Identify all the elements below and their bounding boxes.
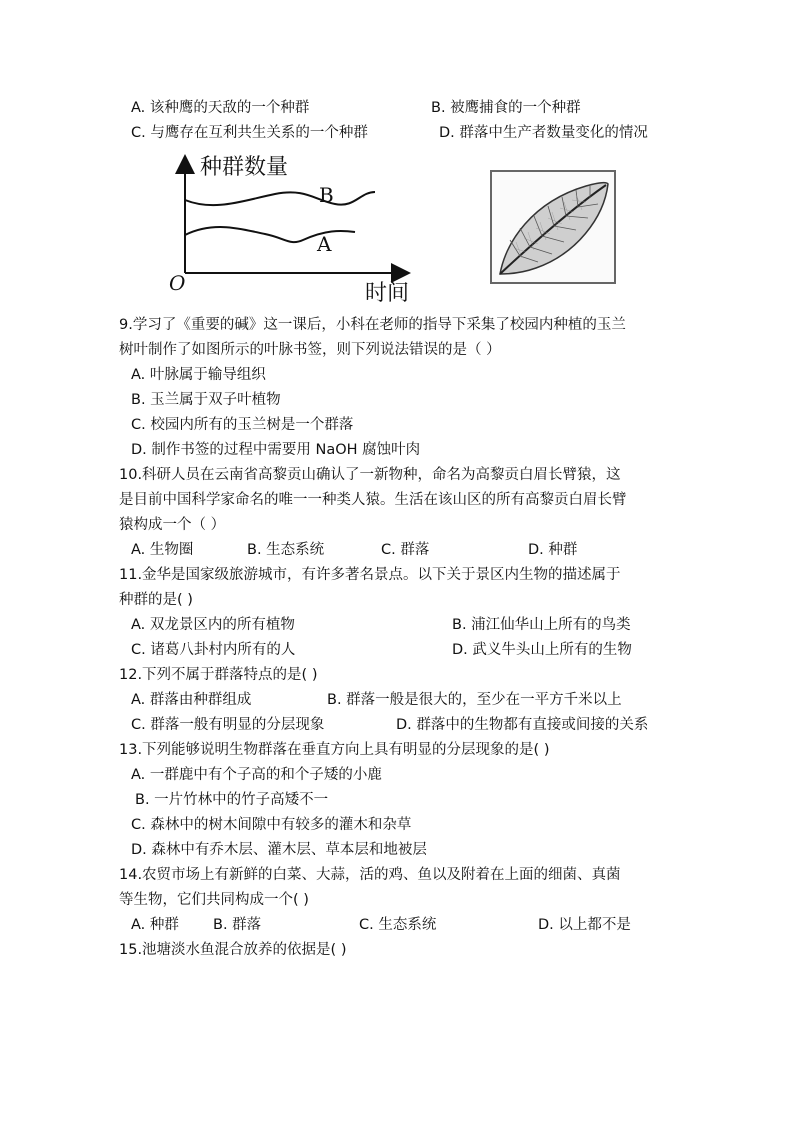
- q9-option-c: C. 校园内所有的玉兰树是一个群落: [131, 417, 354, 433]
- q13-stem: 13.下列能够说明生物群落在垂直方向上具有明显的分层现象的是( ): [119, 742, 550, 758]
- q14-option-a: A. 种群: [131, 917, 179, 933]
- q9-option-a: A. 叶脉属于输导组织: [131, 367, 266, 383]
- q9-stem-line2: 树叶制作了如图所示的叶脉书签，则下列说法错误的是（ ）: [119, 342, 501, 358]
- curve-a-label: A: [317, 232, 332, 256]
- curve-b-label: B: [319, 183, 334, 207]
- q13-option-d: D. 森林中有乔木层、灌木层、草本层和地被层: [131, 842, 427, 858]
- leaf-vein-image: [490, 170, 616, 284]
- q11-option-d: D. 武义牛头山上所有的生物: [452, 642, 632, 658]
- q8-option-d: D. 群落中生产者数量变化的情况: [439, 125, 648, 141]
- q12-option-a: A. 群落由种群组成: [131, 692, 252, 708]
- q8-option-a: A. 该种鹰的天敌的一个种群: [131, 100, 310, 116]
- y-axis-label: 种群数量: [200, 155, 289, 180]
- q13-option-b: B. 一片竹林中的竹子高矮不一: [135, 792, 329, 808]
- curve-b: [185, 192, 375, 205]
- q11-stem-line1: 11.金华是国家级旅游城市，有许多著名景点。以下关于景区内生物的描述属于: [119, 567, 621, 583]
- q14-option-d: D. 以上都不是: [538, 917, 631, 933]
- q11-option-b: B. 浦江仙华山上所有的鸟类: [452, 617, 631, 633]
- q13-option-a: A. 一群鹿中有个子高的和个子矮的小鹿: [131, 767, 382, 783]
- q10-stem-line3: 猿构成一个（ ）: [119, 517, 226, 533]
- population-graph: [165, 150, 415, 305]
- q14-option-b: B. 群落: [213, 917, 262, 933]
- q8-option-b: B. 被鹰捕食的一个种群: [431, 100, 581, 116]
- q9-stem-line1: 9.学习了《重要的碱》这一课后，小科在老师的指导下采集了校园内种植的玉兰: [119, 317, 626, 333]
- q10-option-b: B. 生态系统: [247, 542, 325, 558]
- q12-option-d: D. 群落中的生物都有直接或间接的关系: [396, 717, 649, 733]
- q9-option-b: B. 玉兰属于双子叶植物: [131, 392, 281, 408]
- q11-option-a: A. 双龙景区内的所有植物: [131, 617, 295, 633]
- q11-stem-line2: 种群的是( ): [119, 592, 193, 608]
- q10-option-d: D. 种群: [528, 542, 578, 558]
- q12-option-b: B. 群落一般是很大的，至少在一平方千米以上: [327, 692, 622, 708]
- q11-option-c: C. 诸葛八卦村内所有的人: [131, 642, 296, 658]
- q10-stem-line2: 是目前中国科学家命名的唯一一种类人猿。生活在该山区的所有高黎贡白眉长臂: [119, 492, 627, 508]
- q14-option-c: C. 生态系统: [359, 917, 437, 933]
- q12-option-c: C. 群落一般有明显的分层现象: [131, 717, 325, 733]
- origin-label: O: [169, 271, 186, 295]
- q9-option-d: D. 制作书签的过程中需要用 NaOH 腐蚀叶肉: [131, 442, 421, 458]
- x-axis-label: 时间: [365, 281, 410, 305]
- q10-option-c: C. 群落: [381, 542, 430, 558]
- q12-stem: 12.下列不属于群落特点的是( ): [119, 667, 318, 683]
- q10-stem-line1: 10.科研人员在云南省高黎贡山确认了一新物种，命名为高黎贡白眉长臂猿，这: [119, 467, 621, 483]
- q14-stem-line1: 14.农贸市场上有新鲜的白菜、大蒜，活的鸡、鱼以及附着在上面的细菌、真菌: [119, 867, 621, 883]
- q8-option-c: C. 与鹰存在互利共生关系的一个种群: [131, 125, 368, 141]
- q14-stem-line2: 等生物，它们共同构成一个( ): [119, 892, 309, 908]
- q10-option-a: A. 生物圈: [131, 542, 194, 558]
- q15-stem: 15.池塘淡水鱼混合放养的依据是( ): [119, 942, 347, 958]
- q13-option-c: C. 森林中的树木间隙中有较多的灌木和杂草: [131, 817, 412, 833]
